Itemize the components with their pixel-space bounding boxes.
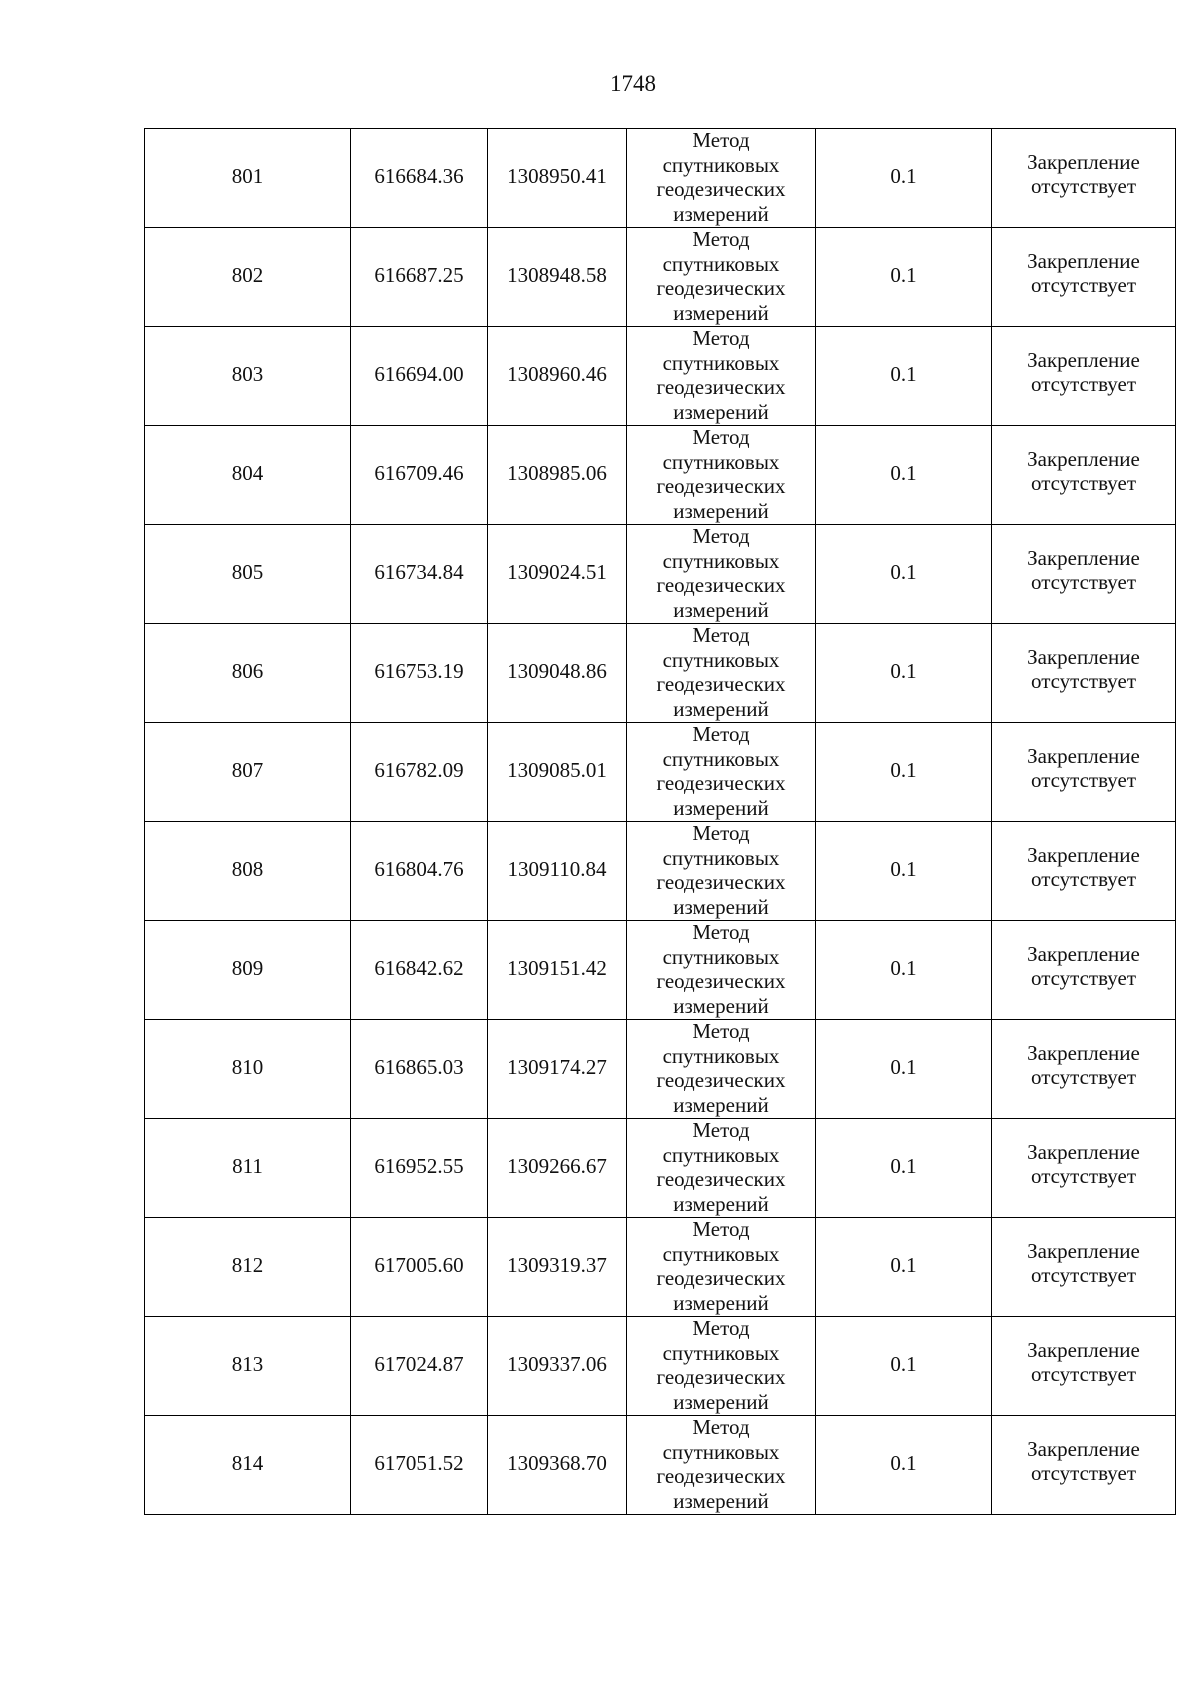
coordinate-y-cell [488, 723, 627, 822]
method-line: геодезических [656, 1464, 786, 1488]
fixing-line: Закрепление [1027, 842, 1140, 867]
method-cell [627, 228, 816, 327]
method-line: измерений [673, 1488, 769, 1513]
coordinate-y-value: 1308948.58 [507, 262, 607, 287]
method-line: измерений [673, 597, 769, 622]
fixing-line: Закрепление [1027, 1139, 1140, 1164]
method-cell [627, 327, 816, 426]
method-line: Метод [692, 920, 750, 944]
method-cell [627, 525, 816, 624]
coordinate-y-value: 1309085.01 [507, 757, 607, 782]
accuracy-cell [816, 228, 992, 327]
coordinate-x-cell [351, 1317, 488, 1416]
coordinate-x-value: 616734.84 [374, 559, 464, 584]
method-text [627, 722, 815, 820]
method-line: спутниковых [662, 1142, 780, 1167]
coordinate-y-cell [488, 1416, 627, 1515]
fixing-text [992, 1437, 1175, 1486]
coordinate-x-cell [351, 1119, 488, 1218]
method-line: спутниковых [662, 746, 780, 771]
coordinate-x-value: 616709.46 [374, 460, 464, 485]
coordinate-x-value: 616684.36 [374, 163, 464, 188]
method-cell [627, 129, 816, 228]
coordinate-x-cell [351, 1218, 488, 1317]
point-number-value: 812 [231, 1252, 264, 1277]
method-text [627, 425, 815, 523]
fixing-cell [992, 822, 1176, 921]
coordinate-x-cell [351, 228, 488, 327]
method-cell [627, 921, 816, 1020]
fixing-text [992, 249, 1175, 298]
coordinate-y-value: 1309174.27 [507, 1054, 607, 1079]
point-number-value: 809 [231, 955, 264, 980]
method-line: спутниковых [662, 449, 780, 474]
point-number-value: 808 [231, 856, 264, 881]
fixing-text [992, 546, 1175, 595]
method-cell [627, 624, 816, 723]
method-line: измерений [673, 1191, 769, 1216]
method-line: Метод [692, 1415, 750, 1439]
method-cell [627, 723, 816, 822]
point-number-cell [145, 921, 351, 1020]
method-line: геодезических [656, 573, 786, 597]
method-cell [627, 426, 816, 525]
method-line: Метод [692, 821, 750, 845]
coordinate-x-value: 616804.76 [374, 856, 464, 881]
fixing-line: отсутствует [1030, 372, 1137, 396]
point-number-cell [145, 1020, 351, 1119]
method-line: спутниковых [662, 1340, 780, 1365]
method-line: измерений [673, 399, 769, 424]
coordinate-x-cell [351, 426, 488, 525]
coordinate-x-value: 616782.09 [374, 757, 464, 782]
fixing-cell [992, 1218, 1176, 1317]
accuracy-value: 0.1 [890, 262, 917, 287]
coordinate-x-value: 616952.55 [374, 1153, 464, 1178]
fixing-line: отсутствует [1030, 1065, 1137, 1089]
accuracy-cell [816, 1218, 992, 1317]
method-line: измерений [673, 300, 769, 325]
method-line: Метод [692, 128, 750, 152]
fixing-line: Закрепление [1027, 248, 1140, 273]
method-line: измерений [673, 795, 769, 820]
coordinate-y-value: 1309048.86 [507, 658, 607, 683]
fixing-cell [992, 129, 1176, 228]
point-number-value: 802 [231, 262, 264, 287]
method-line: Метод [692, 722, 750, 746]
method-text [627, 524, 815, 622]
coordinate-x-cell [351, 723, 488, 822]
coordinate-y-value: 1309368.70 [507, 1450, 607, 1475]
fixing-line: Закрепление [1027, 1436, 1140, 1461]
coordinate-y-cell [488, 822, 627, 921]
method-text [627, 920, 815, 1018]
table-row [145, 822, 1176, 921]
method-line: спутниковых [662, 152, 780, 177]
fixing-line: отсутствует [1030, 966, 1137, 990]
method-text [627, 1316, 815, 1414]
table-row [145, 1119, 1176, 1218]
fixing-cell [992, 1317, 1176, 1416]
fixing-text [992, 1338, 1175, 1387]
accuracy-value: 0.1 [890, 757, 917, 782]
method-text [627, 1019, 815, 1117]
point-number-value: 807 [231, 757, 264, 782]
accuracy-value: 0.1 [890, 1450, 917, 1475]
method-line: спутниковых [662, 1241, 780, 1266]
point-number-value: 813 [231, 1351, 264, 1376]
method-line: спутниковых [662, 1043, 780, 1068]
fixing-cell [992, 1020, 1176, 1119]
method-cell [627, 822, 816, 921]
method-line: измерений [673, 1290, 769, 1315]
method-line: Метод [692, 1019, 750, 1043]
method-line: спутниковых [662, 944, 780, 969]
method-text [627, 1118, 815, 1216]
coordinate-x-cell [351, 129, 488, 228]
page-number: 1748 [610, 71, 656, 96]
table-row [145, 921, 1176, 1020]
coordinate-y-value: 1309337.06 [507, 1351, 607, 1376]
method-line: геодезических [656, 1068, 786, 1092]
fixing-text [992, 150, 1175, 199]
method-text [627, 128, 815, 226]
fixing-text [992, 1140, 1175, 1189]
fixing-text [992, 843, 1175, 892]
fixing-line: отсутствует [1030, 1461, 1137, 1485]
fixing-line: Закрепление [1027, 149, 1140, 174]
table-row [145, 426, 1176, 525]
method-line: спутниковых [662, 350, 780, 375]
method-cell [627, 1317, 816, 1416]
coordinate-y-cell [488, 1020, 627, 1119]
method-line: геодезических [656, 474, 786, 498]
accuracy-cell [816, 129, 992, 228]
fixing-cell [992, 1416, 1176, 1515]
accuracy-cell [816, 1020, 992, 1119]
accuracy-cell [816, 1317, 992, 1416]
method-line: геодезических [656, 672, 786, 696]
coordinate-y-cell [488, 624, 627, 723]
table-row [145, 327, 1176, 426]
fixing-text [992, 1239, 1175, 1288]
point-number-cell [145, 1317, 351, 1416]
method-text [627, 821, 815, 919]
table-row [145, 228, 1176, 327]
method-line: спутниковых [662, 251, 780, 276]
table-row [145, 129, 1176, 228]
method-line: Метод [692, 425, 750, 449]
table-row [145, 1218, 1176, 1317]
method-line: спутниковых [662, 1439, 780, 1464]
point-number-cell [145, 228, 351, 327]
coordinate-x-cell [351, 327, 488, 426]
coordinate-y-cell [488, 1218, 627, 1317]
accuracy-value: 0.1 [890, 1351, 917, 1376]
point-number-cell [145, 327, 351, 426]
fixing-line: Закрепление [1027, 644, 1140, 669]
fixing-line: отсутствует [1030, 768, 1137, 792]
coordinate-x-cell [351, 1416, 488, 1515]
coordinate-x-cell [351, 1020, 488, 1119]
coordinate-y-cell [488, 1317, 627, 1416]
coordinate-x-value: 617005.60 [374, 1252, 464, 1277]
accuracy-cell [816, 327, 992, 426]
method-cell [627, 1218, 816, 1317]
method-line: Метод [692, 326, 750, 350]
accuracy-cell [816, 1119, 992, 1218]
fixing-cell [992, 228, 1176, 327]
coordinate-y-value: 1309151.42 [507, 955, 607, 980]
fixing-cell [992, 723, 1176, 822]
point-number-cell [145, 624, 351, 723]
method-line: спутниковых [662, 845, 780, 870]
method-text [627, 1217, 815, 1315]
fixing-line: отсутствует [1030, 1164, 1137, 1188]
method-line: Метод [692, 1316, 750, 1340]
coordinate-y-value: 1309024.51 [507, 559, 607, 584]
accuracy-value: 0.1 [890, 1153, 917, 1178]
accuracy-value: 0.1 [890, 361, 917, 386]
table-row [145, 1020, 1176, 1119]
point-number-cell [145, 1416, 351, 1515]
fixing-line: отсутствует [1030, 174, 1137, 198]
method-line: геодезических [656, 870, 786, 894]
method-line: измерений [673, 894, 769, 919]
coordinate-x-value: 617024.87 [374, 1351, 464, 1376]
coordinate-y-cell [488, 228, 627, 327]
coordinate-y-value: 1308960.46 [507, 361, 607, 386]
method-line: измерений [673, 1092, 769, 1117]
accuracy-cell [816, 525, 992, 624]
fixing-line: отсутствует [1030, 867, 1137, 891]
table-row [145, 525, 1176, 624]
method-line: геодезических [656, 375, 786, 399]
point-number-value: 805 [231, 559, 264, 584]
fixing-line: отсутствует [1030, 273, 1137, 297]
point-number-value: 801 [231, 163, 264, 188]
method-line: геодезических [656, 1365, 786, 1389]
point-number-value: 803 [231, 361, 264, 386]
coordinate-y-value: 1309110.84 [507, 856, 607, 881]
method-line: спутниковых [662, 548, 780, 573]
method-line: измерений [673, 201, 769, 226]
coordinate-x-cell [351, 624, 488, 723]
accuracy-value: 0.1 [890, 559, 917, 584]
method-text [627, 623, 815, 721]
fixing-line: Закрепление [1027, 1040, 1140, 1065]
method-line: Метод [692, 623, 750, 647]
method-cell [627, 1416, 816, 1515]
fixing-line: Закрепление [1027, 347, 1140, 372]
coordinate-x-value: 616753.19 [374, 658, 464, 683]
fixing-text [992, 447, 1175, 496]
method-line: геодезических [656, 276, 786, 300]
fixing-line: Закрепление [1027, 743, 1140, 768]
coordinate-y-value: 1309319.37 [507, 1252, 607, 1277]
method-line: Метод [692, 1217, 750, 1241]
fixing-text [992, 645, 1175, 694]
fixing-line: Закрепление [1027, 545, 1140, 570]
coordinates-table-body [145, 129, 1176, 1515]
method-line: геодезических [656, 969, 786, 993]
accuracy-value: 0.1 [890, 163, 917, 188]
method-line: геодезических [656, 177, 786, 201]
point-number-cell [145, 1119, 351, 1218]
coordinate-y-cell [488, 327, 627, 426]
accuracy-cell [816, 921, 992, 1020]
point-number-value: 814 [231, 1450, 264, 1475]
coordinate-x-value: 616865.03 [374, 1054, 464, 1079]
point-number-value: 811 [232, 1153, 263, 1178]
point-number-cell [145, 426, 351, 525]
method-text [627, 227, 815, 325]
coordinate-y-value: 1309266.67 [507, 1153, 607, 1178]
fixing-text [992, 744, 1175, 793]
method-line: измерений [673, 993, 769, 1018]
point-number-cell [145, 723, 351, 822]
accuracy-value: 0.1 [890, 856, 917, 881]
accuracy-cell [816, 624, 992, 723]
coordinate-y-cell [488, 1119, 627, 1218]
method-line: Метод [692, 227, 750, 251]
coordinate-x-value: 616694.00 [374, 361, 464, 386]
method-line: измерений [673, 498, 769, 523]
coordinate-x-value: 616687.25 [374, 262, 464, 287]
fixing-line: отсутствует [1030, 669, 1137, 693]
fixing-line: Закрепление [1027, 1337, 1140, 1362]
method-cell [627, 1020, 816, 1119]
method-line: Метод [692, 1118, 750, 1142]
point-number-cell [145, 129, 351, 228]
point-number-cell [145, 1218, 351, 1317]
fixing-line: отсутствует [1030, 1263, 1137, 1287]
point-number-cell [145, 822, 351, 921]
fixing-cell [992, 525, 1176, 624]
coordinate-y-value: 1308950.41 [507, 163, 607, 188]
fixing-cell [992, 624, 1176, 723]
coordinate-y-cell [488, 921, 627, 1020]
method-line: геодезических [656, 1266, 786, 1290]
fixing-text [992, 1041, 1175, 1090]
method-line: Метод [692, 524, 750, 548]
method-line: измерений [673, 696, 769, 721]
table-row [145, 1416, 1176, 1515]
method-line: геодезических [656, 1167, 786, 1191]
fixing-line: отсутствует [1030, 471, 1137, 495]
fixing-cell [992, 921, 1176, 1020]
table-row [145, 723, 1176, 822]
table-row [145, 1317, 1176, 1416]
point-number-cell [145, 525, 351, 624]
accuracy-cell [816, 426, 992, 525]
accuracy-cell [816, 723, 992, 822]
fixing-line: Закрепление [1027, 1238, 1140, 1263]
fixing-text [992, 942, 1175, 991]
fixing-line: Закрепление [1027, 941, 1140, 966]
accuracy-value: 0.1 [890, 1252, 917, 1277]
point-number-value: 806 [231, 658, 264, 683]
coordinate-x-cell [351, 525, 488, 624]
coordinate-x-cell [351, 822, 488, 921]
fixing-cell [992, 426, 1176, 525]
coordinate-y-value: 1308985.06 [507, 460, 607, 485]
coordinate-y-cell [488, 129, 627, 228]
accuracy-value: 0.1 [890, 460, 917, 485]
fixing-line: отсутствует [1030, 1362, 1137, 1386]
point-number-value: 810 [231, 1054, 264, 1079]
method-cell [627, 1119, 816, 1218]
method-text [627, 326, 815, 424]
coordinate-x-value: 617051.52 [374, 1450, 464, 1475]
table-row [145, 624, 1176, 723]
fixing-text [992, 348, 1175, 397]
accuracy-cell [816, 822, 992, 921]
accuracy-value: 0.1 [890, 658, 917, 683]
coordinate-x-value: 616842.62 [374, 955, 464, 980]
accuracy-value: 0.1 [890, 1054, 917, 1079]
point-number-value: 804 [231, 460, 264, 485]
accuracy-cell [816, 1416, 992, 1515]
fixing-line: отсутствует [1030, 570, 1137, 594]
coordinate-y-cell [488, 525, 627, 624]
accuracy-value: 0.1 [890, 955, 917, 980]
method-text [627, 1415, 815, 1513]
method-line: измерений [673, 1389, 769, 1414]
fixing-cell [992, 327, 1176, 426]
fixing-cell [992, 1119, 1176, 1218]
coordinate-x-cell [351, 921, 488, 1020]
method-line: спутниковых [662, 647, 780, 672]
coordinates-table [144, 128, 1176, 1515]
coordinate-y-cell [488, 426, 627, 525]
method-line: геодезических [656, 771, 786, 795]
fixing-line: Закрепление [1027, 446, 1140, 471]
